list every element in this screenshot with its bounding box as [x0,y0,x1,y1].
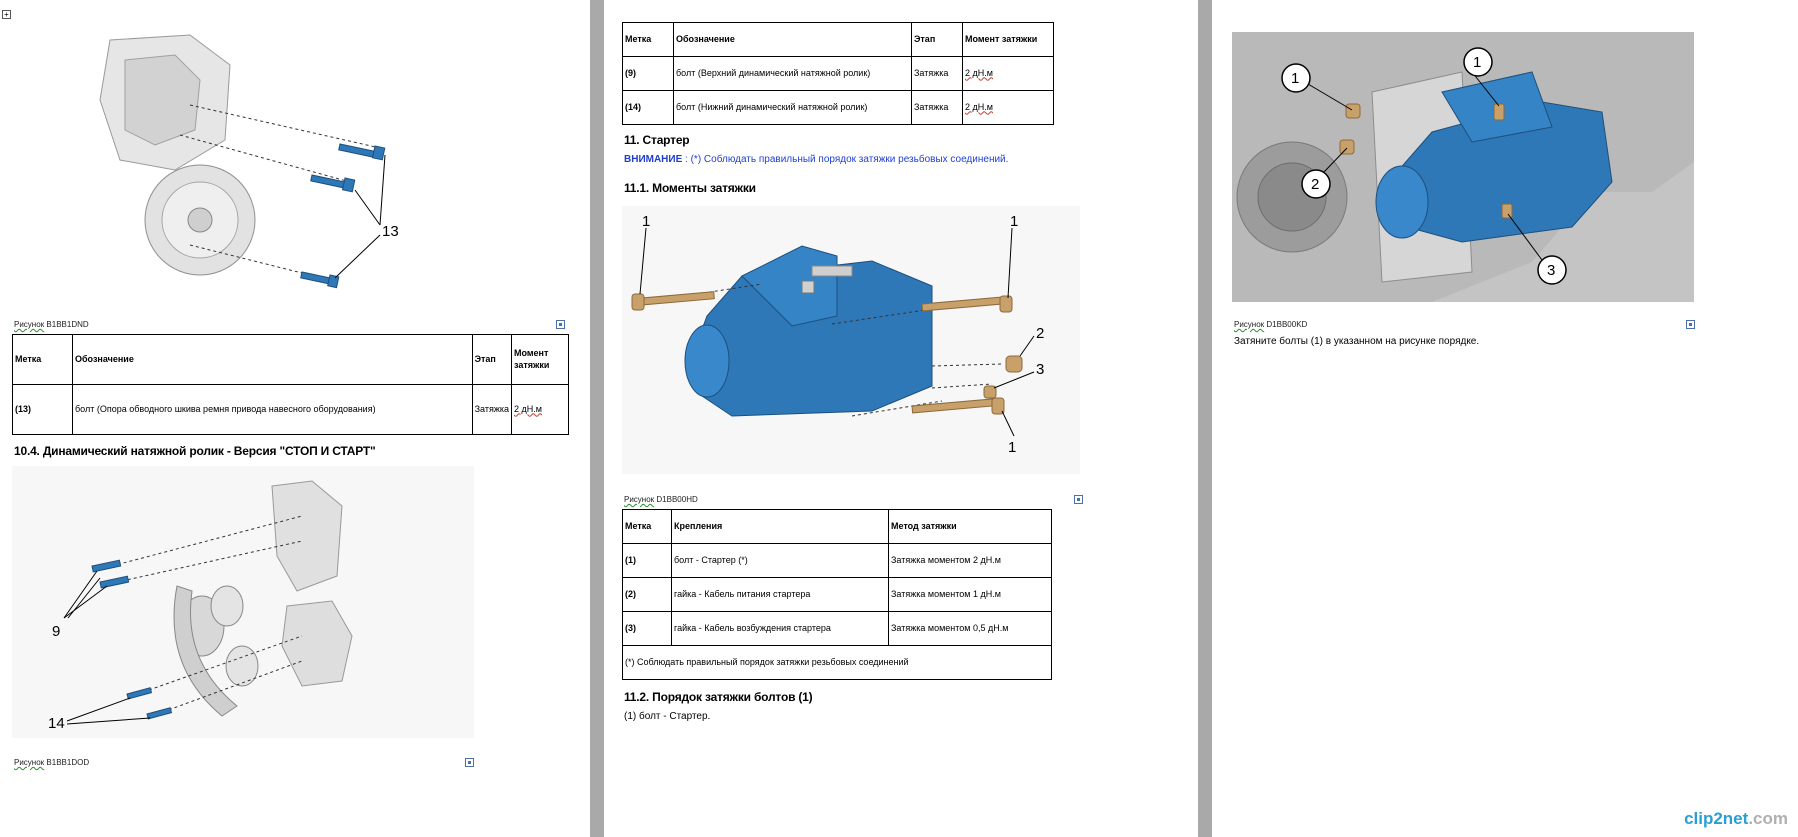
figure2-callout-9: 9 [52,623,61,640]
col-header: Метка [623,23,674,57]
cell-footnote: (*) Соблюдать правильный порядок затяжки резьбовых соединений [623,646,1052,680]
mounted-bolt-1b [1494,104,1504,120]
figure3-callout-3: 3 [1036,361,1045,378]
col-header: Этап [912,23,963,57]
bolt-13-c [301,272,339,288]
table-header-row [13,335,569,385]
section-title-11: 11. Стартер [624,133,690,147]
figure3-callout-1-top-right: 1 [1010,213,1019,230]
col-header: Метод затяжки [889,510,1052,544]
table-header-row [623,510,1052,544]
mounted-bolt-1a [1346,104,1360,118]
cell-label: (2) [623,578,672,612]
table-starter-fasteners [622,509,1052,680]
watermark-suffix: .com [1748,809,1788,828]
bolt-1-left [642,292,714,305]
cell-label: (13) [13,385,73,435]
section-title-11-2: 11.2. Порядок затяжки болтов (1) [624,690,813,704]
mounted-bolt-3 [1502,204,1512,218]
figure3-callout-1-left: 1 [642,213,651,230]
mounted-bolt-2 [1340,140,1354,154]
table-row [623,57,1054,91]
col-header: Момент затяжки [512,335,569,385]
caption-word: Рисунок [1234,320,1265,329]
warning-label: ВНИМАНИЕ [624,154,683,165]
cell-stage: Затяжка [472,385,511,435]
page-gutter-left [590,0,604,837]
bolt-13-a [339,144,385,160]
bolt-reference-line: (1) болт - Стартер. [624,711,711,722]
figure2-zoom-icon[interactable] [465,758,474,767]
table-row [623,578,1052,612]
figure-starter-exploded [622,206,1080,474]
pulley-bracket-drawing [80,20,480,300]
nut-2 [1006,356,1022,372]
figure4-callout-1-left: 1 [1291,70,1300,87]
clip2net-watermark [1684,809,1788,829]
col-header: Метка [623,510,672,544]
table-tensioner-bolts [622,22,1054,125]
col-header: Момент затяжки [963,23,1054,57]
figure2-caption [14,758,89,767]
cell-torque [963,91,1054,125]
cell-fastener: гайка - Кабель возбуждения стартера [672,612,889,646]
figure-dynamic-tensioner [12,466,474,738]
section-title-11-1: 11.1. Моменты затяжки [624,181,756,195]
figure4-zoom-icon[interactable] [1686,320,1695,329]
torque-value: 2 дН.м [514,403,542,414]
bolt-9-a [92,560,121,572]
figure3-zoom-icon[interactable] [1074,495,1083,504]
table-move-handle-icon[interactable]: + [2,10,11,19]
cell-designation: болт (Верхний динамический натяжной ролик) [674,57,912,91]
bolt-9-b [100,576,129,588]
bolt-1-right-bottom [912,399,994,413]
cell-designation: болт (Нижний динамический натяжной ролик) [674,91,912,125]
figure3-callout-2: 2 [1036,325,1045,342]
warning-note [624,154,1008,165]
figure4-callout-3: 3 [1547,262,1556,279]
cell-method: Затяжка моментом 1 дН.м [889,578,1052,612]
cell-label: (1) [623,544,672,578]
cell-label: (3) [623,612,672,646]
cell-method: Затяжка моментом 2 дН.м [889,544,1052,578]
cell-fastener: болт - Стартер (*) [672,544,889,578]
table-row [623,544,1052,578]
caption-word: Рисунок [14,758,45,767]
figure1-caption [14,320,89,329]
dynamic-tensioner-drawing [12,466,474,738]
figure3-callout-1-bottom-right: 1 [1008,439,1017,456]
table-row [623,612,1052,646]
warning-text: : (*) Соблюдать правильный порядок затяжки резьбовых соединений. [685,154,1009,165]
figure1-zoom-icon[interactable] [556,320,565,329]
figure1-callout-13: 13 [382,223,399,240]
cell-method: Затяжка моментом 0,5 дН.м [889,612,1052,646]
table-row [623,91,1054,125]
cell-label: (9) [623,57,674,91]
cell-label: (14) [623,91,674,125]
starter-mounted-drawing [1232,32,1694,302]
watermark-brand: clip2net [1684,809,1749,828]
document-page-left [0,0,590,837]
col-header: Обозначение [674,23,912,57]
col-header: Обозначение [73,335,473,385]
cell-torque [512,385,569,435]
bolt-14-b [147,708,171,719]
cell-stage: Затяжка [912,91,963,125]
col-header: Этап [472,335,511,385]
cell-fastener: гайка - Кабель питания стартера [672,578,889,612]
figure-pulley-bracket [80,20,480,300]
col-header: Метка [13,335,73,385]
torque-value: 2 дН.м [965,101,993,112]
cell-torque [963,57,1054,91]
starter-exploded-drawing [622,206,1080,474]
table-header-row [623,23,1054,57]
col-header: Крепления [672,510,889,544]
document-page-middle [604,0,1198,837]
caption-code: B1BB1DOD [46,758,90,767]
figure4-caption [1234,320,1307,329]
tightening-instruction: Затяните болты (1) в указанном на рисунке порядке. [1234,336,1480,347]
caption-code: D1BB00KD [1266,320,1308,329]
figure-starter-mounted [1232,32,1694,302]
bolt-1-right-top [922,297,1002,311]
figure4-callout-2: 2 [1311,176,1320,193]
torque-value: 2 дН.м [965,67,993,78]
page-gutter-right [1198,0,1212,837]
figure3-caption [624,495,698,504]
document-page-right [1212,0,1798,837]
table-row [13,385,569,435]
caption-word: Рисунок [624,495,655,504]
caption-code: B1BB1DND [46,320,89,329]
cell-stage: Затяжка [912,57,963,91]
cell-designation: болт (Опора обводного шкива ремня привода навесного оборудования) [73,385,473,435]
table-pulley-bolt [12,334,569,435]
table-footnote-row [623,646,1052,680]
caption-code: D1BB00HD [656,495,698,504]
figure2-callout-14: 14 [48,715,65,732]
figure4-callout-1-top: 1 [1473,54,1482,71]
caption-word: Рисунок [14,320,45,329]
section-title-10-4: 10.4. Динамический натяжной ролик - Версия "СТОП И СТАРТ" [14,444,376,458]
bolt-14-a [127,688,151,699]
